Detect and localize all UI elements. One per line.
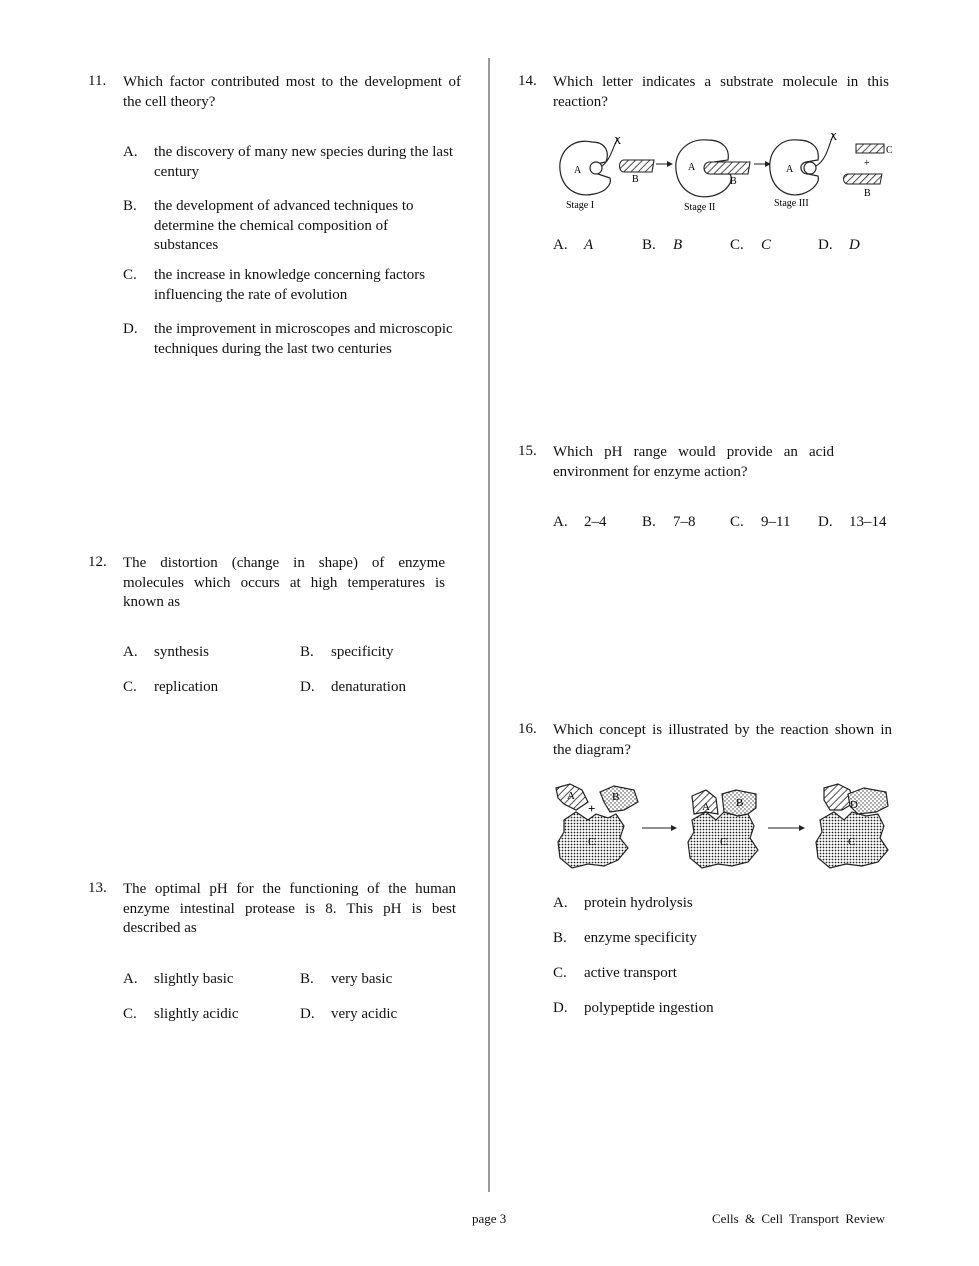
column-divider: [488, 58, 490, 1192]
question-number: 11.: [88, 73, 107, 89]
question-number: 16.: [518, 721, 537, 737]
svg-text:Stage III: Stage III: [774, 198, 809, 209]
svg-text:A: A: [567, 790, 575, 802]
svg-text:B: B: [864, 188, 871, 199]
svg-text:Stage I: Stage I: [566, 200, 595, 211]
svg-text:C: C: [886, 145, 893, 156]
question-text: The distortion (change in shape) of enzyme molecules which occurs at high temperatures is known as: [123, 555, 445, 610]
document-title: Cells & Cell Transport Review: [712, 1211, 886, 1226]
svg-text:C: C: [720, 836, 728, 848]
svg-text:+: +: [588, 801, 596, 816]
svg-text:A: A: [574, 165, 582, 176]
svg-text:A: A: [702, 801, 710, 813]
svg-text:+: +: [864, 158, 870, 169]
question-text: Which factor contributed most to the development of the cell theory?: [123, 74, 461, 110]
svg-text:X: X: [830, 132, 838, 143]
question-text: Which concept is illustrated by the reaction shown in the diagram?: [553, 722, 892, 758]
stage-2: [676, 140, 770, 213]
question-number: 15.: [518, 443, 537, 459]
panel-1: [556, 784, 676, 868]
svg-text:B: B: [612, 791, 620, 803]
stage-3: [770, 132, 893, 209]
panel-2: [688, 790, 804, 868]
page-number: page 3: [472, 1211, 507, 1226]
svg-text:B: B: [730, 176, 737, 187]
question-text: Which letter indicates a substrate molecule in this reaction?: [553, 74, 889, 110]
question-text: The optimal pH for the functioning of the human enzyme intestinal protease is 8. This pH is best described as: [123, 881, 456, 936]
svg-text:C: C: [588, 836, 596, 848]
enzyme-specificity-diagram: [552, 780, 897, 872]
question-text: Which pH range would provide an acid environment for enzyme action?: [553, 444, 834, 480]
svg-text:A: A: [688, 162, 696, 173]
panel-3: [816, 784, 888, 868]
svg-text:A: A: [786, 164, 794, 175]
svg-text:D: D: [850, 799, 858, 811]
stage-1: [560, 136, 672, 211]
svg-text:B: B: [632, 174, 639, 185]
question-number: 12.: [88, 554, 107, 570]
svg-text:X: X: [614, 136, 622, 147]
enzyme-reaction-diagram: [552, 130, 897, 216]
question-number: 14.: [518, 73, 537, 89]
svg-text:C: C: [848, 836, 856, 848]
svg-text:Stage II: Stage II: [684, 202, 716, 213]
question-number: 13.: [88, 880, 107, 896]
svg-text:B: B: [736, 797, 744, 809]
